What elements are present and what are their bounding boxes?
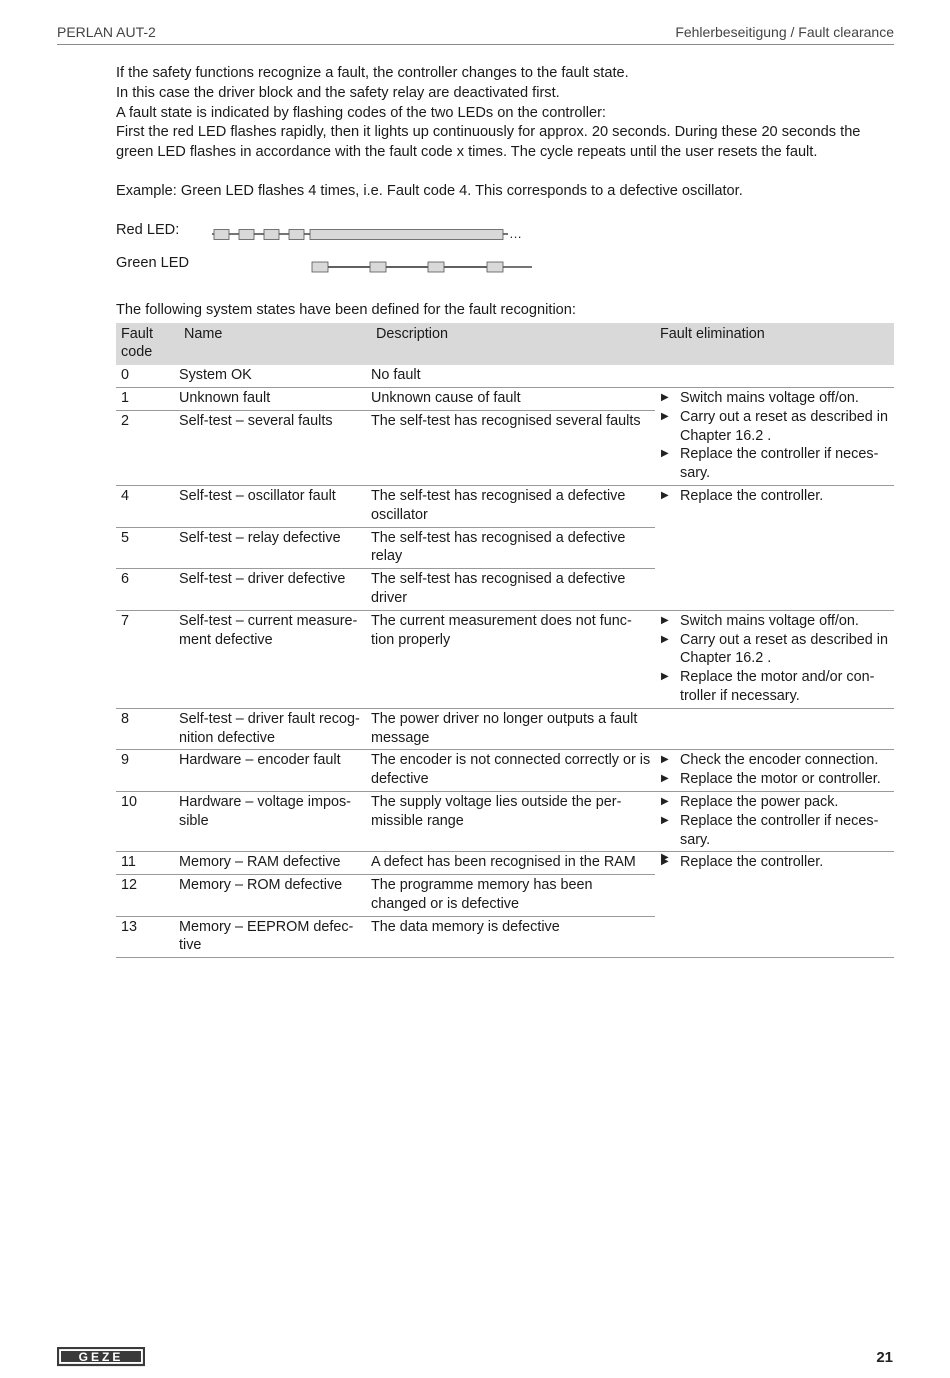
fault-elimination-cell [655,791,894,851]
table-row [116,387,894,410]
table-row [116,750,894,792]
fault-code-cell: 4 [116,485,179,527]
fault-description-cell: The self-test has recognised a defective driver [371,569,655,611]
fault-description-cell: The self-test has recognised a defective relay [371,527,655,569]
intro-line: If the safety functions recognize a fault, the controller changes to the fault state. [116,65,629,81]
page-header [57,22,894,45]
header-fault-elimination: Fault elimination [655,323,894,366]
green-led-flash-pulse [312,262,328,272]
red-led-label: Red LED: [116,221,180,238]
fault-name-cell: Memory – ROM defective [179,875,371,917]
fault-name-cell: Self-test – several faults [179,410,371,485]
table-intro: The following system states have been defined for the fault recognition: [116,301,576,318]
page-number: 21 [876,1349,893,1366]
elimination-step: ▶ Carry out a reset as described in Chapter 16.2 . [660,631,890,669]
fault-code-cell: 8 [116,708,179,750]
fault-name-cell: Self-test – relay defective [179,527,371,569]
fault-code-cell: 2 [116,410,179,485]
fault-name-cell: Self-test – driver fault recog-nition defective [179,708,371,750]
header-description: Description [371,323,655,366]
intro-line: First the red LED flashes rapidly, then it lights up continuously for approx. 20 seconds. During these 20 seconds the green LED flashes in accordance with the fault code x times. The cycle repeats until the user resets the fault. [116,124,861,161]
elimination-step: ▶ Replace the motor and/or con-troller if necessary. [660,668,890,706]
fault-description-cell: A defect has been recognised in the RAM [371,852,655,875]
red-led-flash-pulse [289,229,304,239]
elimination-step: ▶ Switch mains voltage off/on. [660,612,890,631]
fault-description-cell: The power driver no longer outputs a fault message [371,708,655,750]
green-led-flash-pulse [370,262,386,272]
fault-elimination-cell [655,485,894,610]
fault-description-cell: The encoder is not connected correctly or is defective [371,750,655,792]
red-led-flash-pulse [214,229,229,239]
fault-code-cell: 7 [116,610,179,708]
fault-code-cell: 5 [116,527,179,569]
fault-code-cell: 9 [116,750,179,792]
svg-text:GEZE: GEZE [78,1350,124,1364]
table-row [116,708,894,750]
fault-name-cell: Hardware – voltage impos-sible [179,791,371,851]
fault-code-table [116,323,894,959]
green-led-diagram [212,254,532,276]
fault-name-cell: Self-test – oscillator fault [179,485,371,527]
fault-name-cell: Unknown fault [179,387,371,410]
green-led-row [116,254,894,287]
table-row [116,365,894,387]
fault-elimination-cell [655,708,894,750]
red-led-continuous-pulse [310,229,503,239]
elimination-steps [660,793,890,849]
header-product-name: PERLAN AUT-2 [57,24,156,40]
fault-name-cell: Memory – RAM defective [179,852,371,875]
fault-description-cell: The self-test has recognised several faults [371,410,655,485]
green-led-label: Green LED [116,254,190,271]
table-row [116,791,894,851]
elimination-step: ▶ Replace the controller if neces-sary. [660,812,890,850]
fault-name-cell: System OK [179,367,252,384]
elimination-steps [660,612,890,706]
red-led-row [116,221,894,254]
table-row [116,610,894,708]
fault-name-cell: Self-test – current measure-ment defective [179,610,371,708]
elimination-step: ▶ Replace the power pack. [660,793,890,812]
fault-name-cell: Hardware – encoder fault [179,750,371,792]
table-header-row [116,323,894,366]
green-led-flash-pulse [487,262,503,272]
fault-code-cell: 0 [121,367,130,384]
fault-description-cell: The self-test has recognised a defective oscillator [371,485,655,527]
fault-description-cell: No fault [371,367,421,384]
elimination-step: ▶ Replace the controller if neces-sary. [660,445,890,483]
red-led-flash-pulse [239,229,254,239]
page-content [116,64,894,958]
fault-description-cell: The programme memory has been changed or is defective [371,875,655,917]
table-row [116,485,894,527]
red-led-diagram [212,221,532,243]
elimination-step: ▶ Carry out a reset as described in Chapter 16.2 . [660,408,890,446]
fault-code-cell: 1 [116,387,179,410]
elimination-step: ▶ Replace the controller. [660,487,890,506]
fault-description-cell: The current measurement does not func-tion properly [371,610,655,708]
fault-code-cell: 6 [116,569,179,611]
fault-code-cell: 11 [116,852,179,875]
header-section-title: Fehlerbeseitigung / Fault clearance [675,24,894,40]
elimination-steps [660,487,890,506]
elimination-step: ▶ Replace the controller. [660,853,890,872]
elimination-steps [660,389,890,483]
fault-description-cell: The supply voltage lies outside the per-missible range [371,791,655,851]
example-text: Example: Green LED flashes 4 times, i.e. Fault code 4. This corresponds to a defective oscillator. [116,182,743,199]
table-row [116,852,894,875]
fault-elimination-cell [655,750,894,792]
header-name: Name [179,323,371,366]
red-led-flash-pulse [264,229,279,239]
red-led-ellipsis: … [509,225,522,241]
elimination-steps [660,853,890,872]
fault-elimination-cell [655,852,894,958]
elimination-steps [660,751,890,789]
elimination-step: ▶ Switch mains voltage off/on. [660,389,890,408]
fault-elimination-cell [655,365,894,387]
intro-line: In this case the driver block and the safety relay are deactivated first. [116,84,560,101]
fault-elimination-cell [655,610,894,708]
fault-description-cell: The data memory is defective [371,916,655,958]
fault-name-cell: Self-test – driver defective [179,569,371,611]
fault-elimination-cell [655,387,894,485]
header-fault-code: Fault code [116,323,179,366]
geze-logo [57,1347,145,1367]
green-led-flash-pulse [428,262,444,272]
elimination-step: ▶ Replace the motor or controller. [660,770,890,789]
fault-code-cell: 12 [116,875,179,917]
fault-description-cell: Unknown cause of fault [371,387,655,410]
elimination-step: ▶ Check the encoder connection. [660,751,890,770]
intro-line: A fault state is indicated by flashing codes of the two LEDs on the controller: [116,104,606,121]
fault-code-cell: 13 [116,916,179,958]
fault-name-cell: Memory – EEPROM defec-tive [179,916,371,958]
fault-code-cell: 10 [116,791,179,851]
